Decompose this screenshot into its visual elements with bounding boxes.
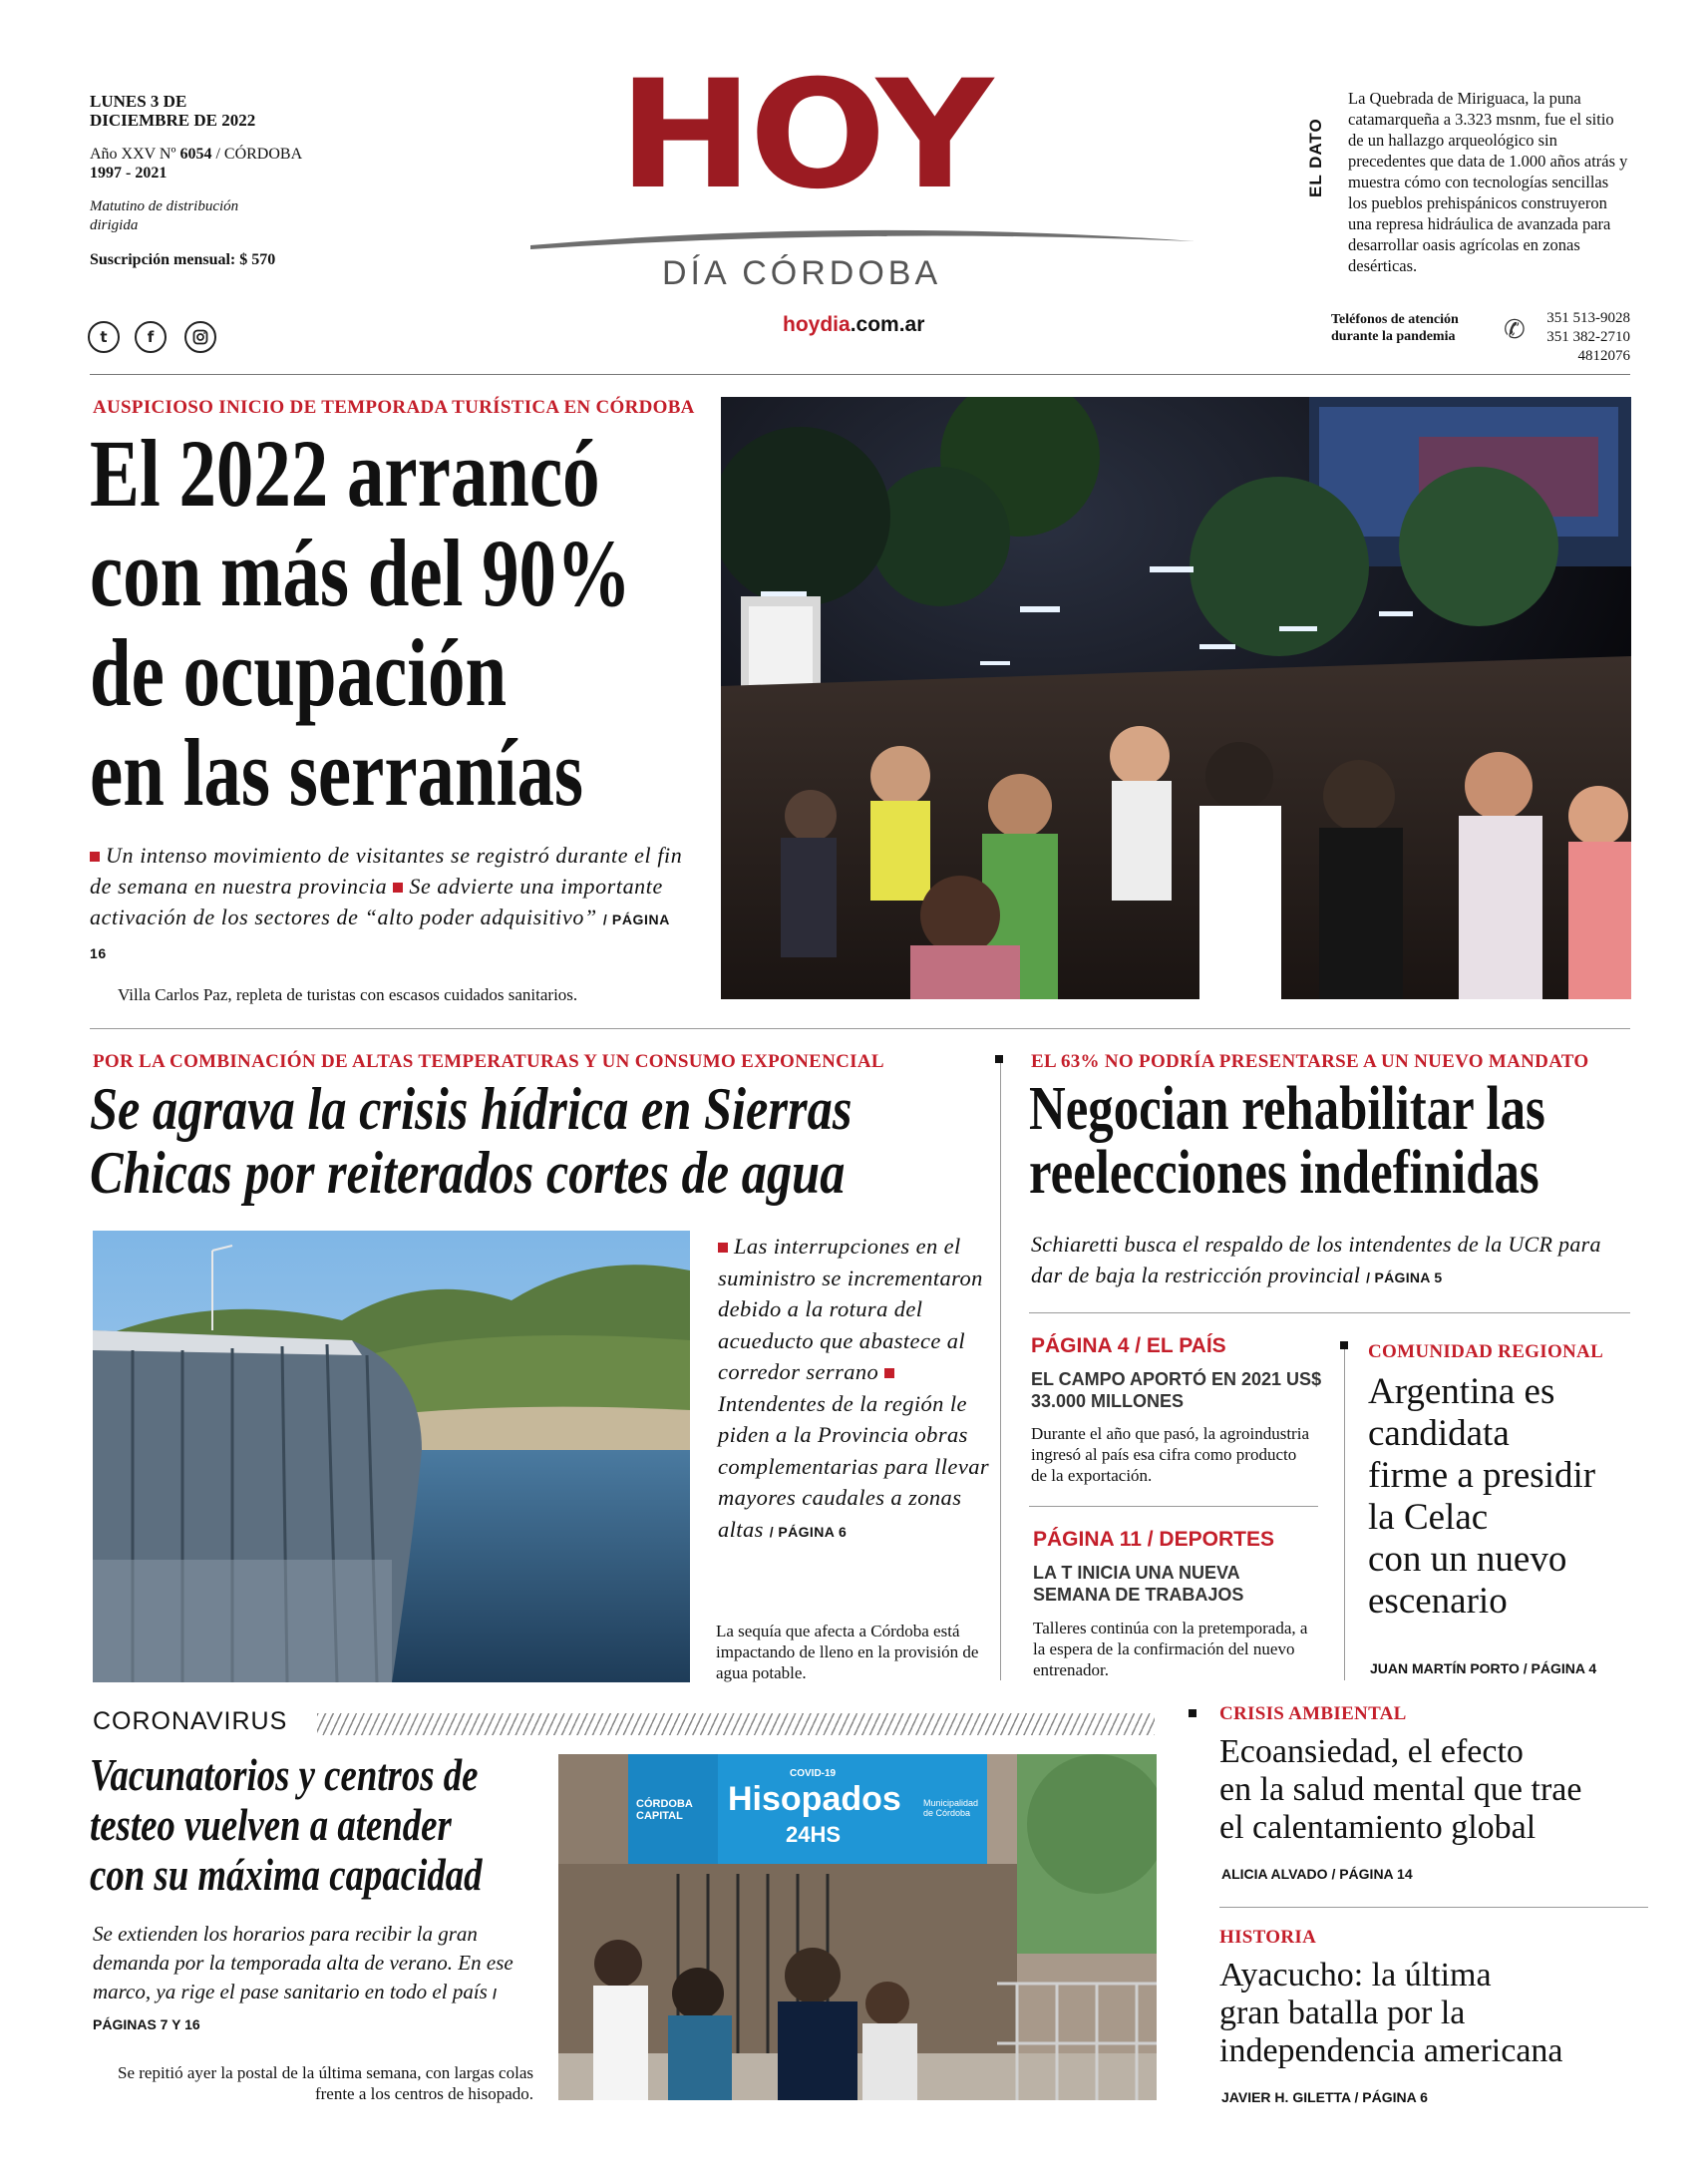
distribution-note: Matutino de distribución dirigida [90, 198, 239, 233]
water-page-ref[interactable]: / PÁGINA 6 [769, 1523, 848, 1540]
ambiental-headline-line: en la salud mental que trae [1219, 1771, 1582, 1808]
historia-page-ref[interactable]: / PÁGINA 6 [1354, 2089, 1428, 2105]
bullet-icon [393, 883, 403, 893]
issue-city: / CÓRDOBA [215, 146, 303, 163]
covid-banner-tag: COVID-19 [790, 1768, 837, 1779]
dato-text: La Quebrada de Miriguaca, la puna catamarqueña a 3.323 msnm, fue el sitio de un hallazgo arqueológico sin precedentes que data de 1.000 años atrás y muestra cómo con tecnologías sencillas los pueblos prehispánicos construyeron una represa hidráulica de avanzada para desarrollar oasis agrícolas en zonas desérticas. [1348, 89, 1628, 275]
regional-headline-line: candidata [1368, 1413, 1510, 1454]
lead-caption: Villa Carlos Paz, repleta de turistas con escasos cuidados sanitarios. [118, 985, 578, 1004]
covid-banner-muni: Municipalidad de Córdoba [923, 1798, 979, 1818]
ambiental-marker [1189, 1709, 1196, 1717]
section-divider-1 [90, 1028, 1630, 1029]
website-domain-rest: .com.ar [850, 313, 925, 336]
ambiental-headline-line: el calentamiento global [1219, 1809, 1537, 1846]
issue-years: 1997 - 2021 [90, 165, 168, 182]
regional-kicker: COMUNIDAD REGIONAL [1368, 1341, 1604, 1362]
phone-1[interactable]: 351 513-9028 [1546, 310, 1630, 326]
reelection-kicker: EL 63% NO PODRÍA PRESENTARSE A UN NUEVO MANDATO [1031, 1051, 1589, 1072]
sidebar-divider [1219, 1907, 1648, 1908]
lead-headline-line: en las serranías [90, 719, 584, 826]
lead-kicker: AUSPICIOSO INICIO DE TEMPORADA TURÍSTICA EN CÓRDOBA [93, 397, 695, 418]
water-kicker: POR LA COMBINACIÓN DE ALTAS TEMPERATURAS Y UN CONSUMO EXPONENCIAL [93, 1051, 884, 1072]
lead-summary-2: Se advierte una importante activación de los sectores de “alto poder adquisitivo” [90, 874, 663, 929]
regional-headline[interactable] [1368, 1371, 1637, 1623]
regional-headline-line: firme a presidir [1368, 1455, 1596, 1496]
lead-headline-line: con más del 90% [90, 520, 631, 626]
phone-list [1540, 309, 1630, 366]
water-summary-2: Intendentes de la región le piden a la Provincia obras complementarias para llevar mayores caudales a zonas altas [718, 1390, 990, 1542]
historia-author: JAVIER H. GILETTA [1221, 2089, 1351, 2105]
website-link[interactable] [783, 313, 924, 337]
historia-byline [1221, 2089, 1428, 2105]
lead-summary [90, 840, 688, 969]
covid-caption: Se repitió ayer la postal de la última semana, con largas colas frente a los centros de hisopado. [118, 2063, 533, 2103]
covid-section-hatch [317, 1713, 1155, 1735]
ambiental-byline [1221, 1866, 1413, 1882]
pais-section[interactable]: PÁGINA 4 / EL PAÍS [1031, 1334, 1226, 1357]
water-caption: La sequía que afecta a Córdoba está impactando de lleno en la provisión de agua potable. [716, 1622, 979, 1682]
issue-prefix: Año XXV Nº [90, 146, 176, 163]
water-summary-1: Las interrupciones en el suministro se incrementaron debido a la rotura del acueducto que abastece al corredor serrano [718, 1234, 983, 1384]
bullet-icon [718, 1243, 728, 1253]
website-domain-bold: hoydia [783, 313, 851, 336]
column-divider [1000, 1057, 1001, 1680]
regional-marker [1340, 1341, 1348, 1349]
regional-headline-line: con un nuevo [1368, 1539, 1567, 1580]
covid-banner-hours: 24HS [786, 1822, 842, 1847]
covid-section-label: CORONAVIRUS [93, 1707, 288, 1735]
lead-headline-line: El 2022 arrancó [90, 420, 600, 527]
reelection-headline-line: Negocian rehabilitar las [1029, 1075, 1545, 1143]
phone-3[interactable]: 4812076 [1577, 348, 1630, 364]
deportes-title: LA T INICIA UNA NUEVA SEMANA DE TRABAJOS [1033, 1563, 1244, 1605]
historia-headline[interactable] [1219, 1957, 1658, 2070]
water-photo [93, 1231, 690, 1682]
regional-author: JUAN MARTÍN PORTO [1370, 1660, 1520, 1676]
covid-headline-line: testeo vuelven a atender [90, 1799, 452, 1850]
reelection-divider [1029, 1312, 1630, 1313]
twitter-icon[interactable]: t [88, 321, 120, 353]
reelection-page-ref[interactable]: / PÁGINA 5 [1366, 1270, 1443, 1285]
historia-kicker: HISTORIA [1219, 1927, 1317, 1948]
regional-divider [1344, 1341, 1345, 1680]
deportes-section[interactable]: PÁGINA 11 / DEPORTES [1033, 1528, 1274, 1551]
covid-banner-org: CÓRDOBA CAPITAL [636, 1798, 693, 1822]
phone-2[interactable]: 351 382-2710 [1546, 329, 1630, 345]
instagram-icon[interactable] [184, 321, 216, 353]
regional-headline-line: la Celac [1368, 1497, 1489, 1538]
covid-photo [558, 1754, 1157, 2100]
covid-headline-line: con su máxima capacidad [90, 1849, 483, 1900]
bullet-icon [884, 1368, 894, 1378]
regional-headline-line: Argentina es [1368, 1371, 1555, 1412]
phones-label: Teléfonos de atención durante la pandemia [1331, 312, 1459, 344]
pais-title: EL CAMPO APORTÓ EN 2021 US$ 33.000 MILLONES [1031, 1369, 1322, 1411]
phone-icon: ✆ [1504, 315, 1526, 345]
historia-headline-line: Ayacucho: la última [1219, 1957, 1492, 1994]
pais-divider [1029, 1506, 1318, 1507]
ambiental-headline-line: Ecoansiedad, el efecto [1219, 1733, 1524, 1770]
covid-summary [93, 1920, 531, 2039]
facebook-icon[interactable]: f [135, 321, 167, 353]
subscription-price: Suscripción mensual: $ 570 [90, 251, 276, 268]
masthead-divider [90, 374, 1630, 375]
water-headline-line: Chicas por reiterados cortes de agua [90, 1140, 846, 1206]
lead-page-ref[interactable]: / PÁGINA 16 [90, 911, 670, 961]
ambiental-kicker: CRISIS AMBIENTAL [1219, 1703, 1407, 1724]
covid-banner-main: Hisopados [728, 1780, 901, 1818]
regional-headline-line: escenario [1368, 1581, 1508, 1622]
reelection-headline[interactable] [1029, 1077, 1627, 1205]
historia-headline-line: gran batalla por la [1219, 1995, 1466, 2031]
bullet-icon [90, 852, 100, 862]
issue-number: 6054 [179, 146, 212, 163]
ambiental-author: ALICIA ALVADO [1221, 1866, 1328, 1882]
regional-page-ref[interactable]: / PÁGINA 4 [1523, 1660, 1597, 1676]
column-marker [995, 1055, 1003, 1063]
ambiental-headline[interactable] [1219, 1733, 1658, 1847]
reelection-summary-text: Schiaretti busca el respaldo de los intendentes de la UCR para dar de baja la restricción provincial [1031, 1232, 1601, 1287]
water-headline-line: Se agrava la crisis hídrica en Sierras [90, 1076, 853, 1142]
pais-text: Durante el año que pasó, la agroindustria ingresó al país esa cifra como producto de la exportación. [1031, 1424, 1309, 1485]
masthead-date: LUNES 3 DE DICIEMBRE DE 2022 [90, 92, 256, 130]
covid-headline-line: Vacunatorios y centros de [90, 1749, 479, 1800]
ambiental-page-ref[interactable]: / PÁGINA 14 [1331, 1866, 1413, 1882]
water-headline[interactable] [90, 1077, 987, 1205]
lead-summary-1: Un intenso movimiento de visitantes se registró durante el fin de semana en nuestra provincia [90, 843, 683, 899]
logo-swoosh [528, 221, 1196, 251]
water-summary [718, 1231, 992, 1548]
lead-headline-line: de ocupación [90, 619, 508, 726]
lead-photo [721, 397, 1631, 999]
lead-headline[interactable] [90, 420, 728, 826]
logo[interactable]: HOY [618, 49, 989, 222]
covid-summary-text: Se extienden los horarios para recibir la gran demanda por la temporada alta de verano. En ese marco, ya rige el pase sanitario en todo el país [93, 1922, 513, 2003]
issue-info [90, 145, 302, 182]
masthead-subtitle: DÍA CÓRDOBA [662, 254, 942, 292]
historia-headline-line: independencia americana [1219, 2032, 1563, 2069]
reelection-headline-line: reelecciones indefinidas [1029, 1139, 1539, 1207]
regional-byline [1370, 1660, 1596, 1676]
reelection-summary [1031, 1229, 1629, 1293]
covid-page-ref[interactable]: / PÁGINAS 7 Y 16 [93, 1986, 497, 2032]
dato-label: EL DATO [1306, 118, 1325, 197]
deportes-text: Talleres continúa con la pretemporada, a la espera de la confirmación del nuevo entrenador. [1033, 1619, 1308, 1679]
